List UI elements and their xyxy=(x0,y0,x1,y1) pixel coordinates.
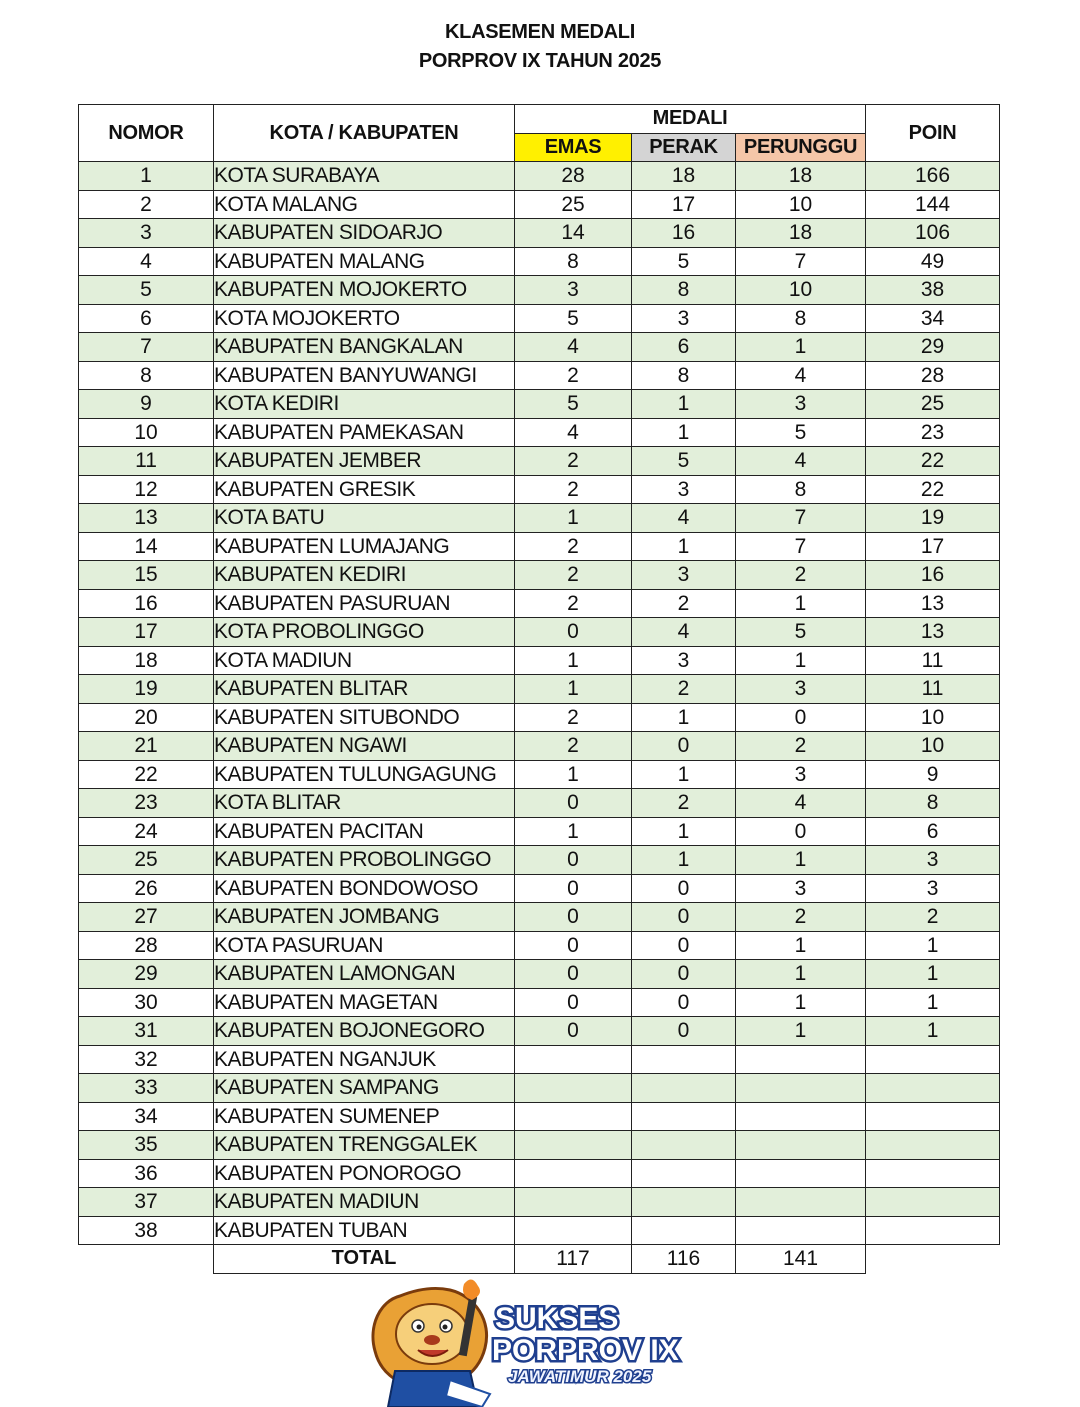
cell-perunggu: 18 xyxy=(736,219,866,248)
table-row xyxy=(79,760,1000,789)
cell-emas: 1 xyxy=(515,646,632,675)
cell-nomor: 1 xyxy=(79,162,214,191)
cell-poin xyxy=(866,1188,1000,1217)
cell-perak: 3 xyxy=(632,646,736,675)
cell-kota-kabupaten: KOTA BLITAR xyxy=(214,789,515,818)
cell-emas: 0 xyxy=(515,874,632,903)
cell-emas: 2 xyxy=(515,447,632,476)
cell-emas: 14 xyxy=(515,219,632,248)
cell-poin: 9 xyxy=(866,760,1000,789)
cell-poin: 10 xyxy=(866,703,1000,732)
cell-nomor: 26 xyxy=(79,874,214,903)
cell-emas: 25 xyxy=(515,190,632,219)
table-header xyxy=(79,105,1000,162)
cell-perunggu: 18 xyxy=(736,162,866,191)
cell-kota-kabupaten: KABUPATEN TUBAN xyxy=(214,1216,515,1245)
total-row xyxy=(79,1245,1000,1274)
cell-kota-kabupaten: KABUPATEN BANYUWANGI xyxy=(214,361,515,390)
cell-emas: 2 xyxy=(515,732,632,761)
cell-emas: 2 xyxy=(515,532,632,561)
cell-kota-kabupaten: KABUPATEN GRESIK xyxy=(214,475,515,504)
cell-perak: 5 xyxy=(632,247,736,276)
header-kota-kabupaten: KOTA / KABUPATEN xyxy=(214,105,515,162)
cell-poin: 8 xyxy=(866,789,1000,818)
cell-kota-kabupaten: KOTA PROBOLINGGO xyxy=(214,618,515,647)
cell-kota-kabupaten: KOTA SURABAYA xyxy=(214,162,515,191)
cell-perunggu xyxy=(736,1074,866,1103)
table-row xyxy=(79,219,1000,248)
table-row xyxy=(79,304,1000,333)
cell-kota-kabupaten: KABUPATEN BLITAR xyxy=(214,675,515,704)
cell-perak: 2 xyxy=(632,589,736,618)
cell-nomor: 6 xyxy=(79,304,214,333)
cell-perak: 1 xyxy=(632,532,736,561)
cell-kota-kabupaten: KABUPATEN MADIUN xyxy=(214,1188,515,1217)
cell-nomor: 31 xyxy=(79,1017,214,1046)
header-nomor: NOMOR xyxy=(79,105,214,162)
cell-nomor: 3 xyxy=(79,219,214,248)
cell-perunggu: 1 xyxy=(736,333,866,362)
table-row xyxy=(79,276,1000,305)
cell-nomor: 5 xyxy=(79,276,214,305)
cell-nomor: 18 xyxy=(79,646,214,675)
table-row xyxy=(79,988,1000,1017)
cell-emas: 5 xyxy=(515,390,632,419)
cell-poin: 2 xyxy=(866,903,1000,932)
cell-poin: 11 xyxy=(866,675,1000,704)
cell-kota-kabupaten: KABUPATEN JOMBANG xyxy=(214,903,515,932)
cell-poin: 19 xyxy=(866,504,1000,533)
cell-emas: 0 xyxy=(515,1017,632,1046)
cell-nomor: 37 xyxy=(79,1188,214,1217)
cell-emas: 28 xyxy=(515,162,632,191)
cell-nomor: 19 xyxy=(79,675,214,704)
cell-poin: 3 xyxy=(866,874,1000,903)
cell-perunggu: 4 xyxy=(736,447,866,476)
total-blank-cell xyxy=(79,1245,214,1274)
cell-emas: 0 xyxy=(515,618,632,647)
table-row xyxy=(79,789,1000,818)
header-poin: POIN xyxy=(866,105,1000,162)
cell-emas xyxy=(515,1131,632,1160)
cell-perak: 0 xyxy=(632,732,736,761)
cell-poin xyxy=(866,1074,1000,1103)
cell-kota-kabupaten: KABUPATEN PONOROGO xyxy=(214,1159,515,1188)
cell-kota-kabupaten: KABUPATEN JEMBER xyxy=(214,447,515,476)
cell-perak: 8 xyxy=(632,361,736,390)
table-row xyxy=(79,1074,1000,1103)
cell-poin: 10 xyxy=(866,732,1000,761)
cell-poin: 28 xyxy=(866,361,1000,390)
cell-nomor: 13 xyxy=(79,504,214,533)
cell-perak: 0 xyxy=(632,988,736,1017)
cell-emas: 2 xyxy=(515,361,632,390)
cell-nomor: 38 xyxy=(79,1216,214,1245)
table-row xyxy=(79,1131,1000,1160)
table-row xyxy=(79,1017,1000,1046)
cell-emas: 2 xyxy=(515,561,632,590)
cell-perunggu: 3 xyxy=(736,874,866,903)
cell-poin: 38 xyxy=(866,276,1000,305)
table-row xyxy=(79,1216,1000,1245)
cell-poin: 23 xyxy=(866,418,1000,447)
cell-emas: 4 xyxy=(515,333,632,362)
cell-kota-kabupaten: KOTA KEDIRI xyxy=(214,390,515,419)
cell-poin xyxy=(866,1131,1000,1160)
header-perunggu: PERUNGGU xyxy=(736,133,866,162)
table-row xyxy=(79,846,1000,875)
cell-perak: 1 xyxy=(632,418,736,447)
cell-perunggu: 7 xyxy=(736,504,866,533)
cell-emas xyxy=(515,1102,632,1131)
total-label: TOTAL xyxy=(214,1245,515,1274)
table-row xyxy=(79,589,1000,618)
cell-perak: 2 xyxy=(632,789,736,818)
cell-emas: 0 xyxy=(515,846,632,875)
table-row xyxy=(79,1102,1000,1131)
cell-kota-kabupaten: KOTA MADIUN xyxy=(214,646,515,675)
cell-emas: 1 xyxy=(515,760,632,789)
cell-poin xyxy=(866,1045,1000,1074)
cell-perunggu xyxy=(736,1159,866,1188)
cell-poin: 1 xyxy=(866,960,1000,989)
cell-perak: 4 xyxy=(632,504,736,533)
cell-perunggu: 2 xyxy=(736,732,866,761)
cell-perunggu: 4 xyxy=(736,789,866,818)
cell-kota-kabupaten: KABUPATEN SAMPANG xyxy=(214,1074,515,1103)
cell-kota-kabupaten: KABUPATEN LUMAJANG xyxy=(214,532,515,561)
table-row xyxy=(79,732,1000,761)
table-row xyxy=(79,817,1000,846)
table-row xyxy=(79,646,1000,675)
cell-nomor: 12 xyxy=(79,475,214,504)
cell-perak: 6 xyxy=(632,333,736,362)
cell-kota-kabupaten: KABUPATEN NGAWI xyxy=(214,732,515,761)
cell-nomor: 22 xyxy=(79,760,214,789)
cell-perak: 0 xyxy=(632,1017,736,1046)
cell-perunggu: 1 xyxy=(736,931,866,960)
logo-line-3: JAWATIMUR 2025 xyxy=(508,1367,652,1386)
cell-nomor: 35 xyxy=(79,1131,214,1160)
cell-perak xyxy=(632,1074,736,1103)
table-row xyxy=(79,931,1000,960)
cell-poin: 1 xyxy=(866,988,1000,1017)
cell-nomor: 16 xyxy=(79,589,214,618)
cell-nomor: 28 xyxy=(79,931,214,960)
title-line-2: PORPROV IX TAHUN 2025 xyxy=(418,50,662,72)
cell-nomor: 14 xyxy=(79,532,214,561)
table-row xyxy=(79,390,1000,419)
total-perunggu: 141 xyxy=(736,1245,866,1274)
cell-perak: 1 xyxy=(632,390,736,419)
cell-kota-kabupaten: KABUPATEN MOJOKERTO xyxy=(214,276,515,305)
cell-perunggu: 10 xyxy=(736,190,866,219)
cell-nomor: 7 xyxy=(79,333,214,362)
cell-poin: 106 xyxy=(866,219,1000,248)
cell-nomor: 34 xyxy=(79,1102,214,1131)
cell-nomor: 20 xyxy=(79,703,214,732)
cell-emas: 8 xyxy=(515,247,632,276)
cell-emas xyxy=(515,1045,632,1074)
table-row xyxy=(79,561,1000,590)
cell-nomor: 8 xyxy=(79,361,214,390)
cell-poin: 3 xyxy=(866,846,1000,875)
cell-kota-kabupaten: KOTA BATU xyxy=(214,504,515,533)
cell-emas: 0 xyxy=(515,988,632,1017)
table-row xyxy=(79,418,1000,447)
cell-poin: 11 xyxy=(866,646,1000,675)
cell-emas: 2 xyxy=(515,589,632,618)
cell-perak xyxy=(632,1159,736,1188)
cell-perak: 3 xyxy=(632,475,736,504)
cell-perak: 0 xyxy=(632,960,736,989)
table-row xyxy=(79,618,1000,647)
cell-poin: 1 xyxy=(866,931,1000,960)
cell-kota-kabupaten: KABUPATEN MAGETAN xyxy=(214,988,515,1017)
cell-nomor: 11 xyxy=(79,447,214,476)
cell-perak: 16 xyxy=(632,219,736,248)
cell-perak: 3 xyxy=(632,561,736,590)
cell-emas xyxy=(515,1216,632,1245)
cell-perunggu xyxy=(736,1188,866,1217)
lion-mascot-icon xyxy=(373,1279,490,1407)
medal-standings-table xyxy=(78,104,1000,1274)
cell-emas: 3 xyxy=(515,276,632,305)
cell-poin: 22 xyxy=(866,475,1000,504)
table-row xyxy=(79,247,1000,276)
cell-kota-kabupaten: KABUPATEN SITUBONDO xyxy=(214,703,515,732)
cell-perak xyxy=(632,1216,736,1245)
cell-perunggu xyxy=(736,1045,866,1074)
cell-poin: 1 xyxy=(866,1017,1000,1046)
logo-line-2: PORPROV IX xyxy=(492,1334,679,1367)
cell-perunggu: 5 xyxy=(736,618,866,647)
cell-perunggu: 0 xyxy=(736,817,866,846)
header-medali: MEDALI xyxy=(515,105,866,134)
cell-perunggu xyxy=(736,1216,866,1245)
cell-emas: 0 xyxy=(515,789,632,818)
cell-perunggu: 10 xyxy=(736,276,866,305)
table-row xyxy=(79,903,1000,932)
cell-poin: 17 xyxy=(866,532,1000,561)
cell-kota-kabupaten: KABUPATEN PACITAN xyxy=(214,817,515,846)
cell-emas: 2 xyxy=(515,475,632,504)
cell-perak: 8 xyxy=(632,276,736,305)
table-row xyxy=(79,874,1000,903)
cell-nomor: 15 xyxy=(79,561,214,590)
cell-poin xyxy=(866,1102,1000,1131)
cell-kota-kabupaten: KABUPATEN SUMENEP xyxy=(214,1102,515,1131)
table-row xyxy=(79,532,1000,561)
cell-emas: 5 xyxy=(515,304,632,333)
cell-poin: 49 xyxy=(866,247,1000,276)
cell-perunggu: 3 xyxy=(736,390,866,419)
cell-poin: 34 xyxy=(866,304,1000,333)
cell-perunggu: 8 xyxy=(736,304,866,333)
cell-kota-kabupaten: KOTA MOJOKERTO xyxy=(214,304,515,333)
cell-perak xyxy=(632,1045,736,1074)
cell-nomor: 4 xyxy=(79,247,214,276)
cell-nomor: 21 xyxy=(79,732,214,761)
cell-kota-kabupaten: KABUPATEN TRENGGALEK xyxy=(214,1131,515,1160)
cell-emas: 2 xyxy=(515,703,632,732)
cell-poin xyxy=(866,1159,1000,1188)
cell-perunggu xyxy=(736,1102,866,1131)
cell-kota-kabupaten: KABUPATEN BANGKALAN xyxy=(214,333,515,362)
cell-perunggu: 8 xyxy=(736,475,866,504)
cell-poin: 25 xyxy=(866,390,1000,419)
cell-nomor: 10 xyxy=(79,418,214,447)
table-row xyxy=(79,1045,1000,1074)
cell-perak: 1 xyxy=(632,846,736,875)
cell-perunggu: 1 xyxy=(736,1017,866,1046)
table-row xyxy=(79,447,1000,476)
cell-perunggu: 1 xyxy=(736,846,866,875)
cell-emas xyxy=(515,1188,632,1217)
cell-kota-kabupaten: KABUPATEN BOJONEGORO xyxy=(214,1017,515,1046)
cell-emas xyxy=(515,1074,632,1103)
cell-kota-kabupaten: KABUPATEN TULUNGAGUNG xyxy=(214,760,515,789)
cell-perunggu: 1 xyxy=(736,646,866,675)
cell-perunggu: 4 xyxy=(736,361,866,390)
cell-perunggu: 1 xyxy=(736,589,866,618)
table-row xyxy=(79,333,1000,362)
cell-perak: 0 xyxy=(632,903,736,932)
cell-emas: 1 xyxy=(515,504,632,533)
table-row xyxy=(79,1188,1000,1217)
cell-perunggu: 1 xyxy=(736,988,866,1017)
cell-poin xyxy=(866,1216,1000,1245)
cell-perak xyxy=(632,1131,736,1160)
table-row xyxy=(79,703,1000,732)
table-row xyxy=(79,960,1000,989)
header-emas: EMAS xyxy=(515,133,632,162)
cell-poin: 16 xyxy=(866,561,1000,590)
cell-emas: 1 xyxy=(515,675,632,704)
cell-nomor: 23 xyxy=(79,789,214,818)
cell-kota-kabupaten: KABUPATEN PROBOLINGGO xyxy=(214,846,515,875)
table-body xyxy=(79,162,1000,1245)
table-row xyxy=(79,475,1000,504)
cell-nomor: 29 xyxy=(79,960,214,989)
cell-emas: 1 xyxy=(515,817,632,846)
cell-perak: 18 xyxy=(632,162,736,191)
table-row xyxy=(79,190,1000,219)
cell-nomor: 2 xyxy=(79,190,214,219)
total-emas: 117 xyxy=(515,1245,632,1274)
cell-poin: 6 xyxy=(866,817,1000,846)
porprov-logo xyxy=(360,1276,700,1407)
cell-emas: 0 xyxy=(515,960,632,989)
cell-kota-kabupaten: KOTA MALANG xyxy=(214,190,515,219)
cell-emas xyxy=(515,1159,632,1188)
title-line-1: KLASEMEN MEDALI xyxy=(445,21,635,43)
table-row xyxy=(79,162,1000,191)
cell-nomor: 32 xyxy=(79,1045,214,1074)
cell-perak: 17 xyxy=(632,190,736,219)
cell-perak: 5 xyxy=(632,447,736,476)
cell-kota-kabupaten: KABUPATEN BONDOWOSO xyxy=(214,874,515,903)
cell-perunggu: 7 xyxy=(736,247,866,276)
header-perak: PERAK xyxy=(632,133,736,162)
cell-nomor: 25 xyxy=(79,846,214,875)
total-blank-cell xyxy=(866,1245,1000,1274)
cell-perak xyxy=(632,1188,736,1217)
cell-perunggu xyxy=(736,1131,866,1160)
table-row xyxy=(79,675,1000,704)
cell-kota-kabupaten: KABUPATEN PASURUAN xyxy=(214,589,515,618)
cell-nomor: 33 xyxy=(79,1074,214,1103)
cell-poin: 29 xyxy=(866,333,1000,362)
cell-poin: 13 xyxy=(866,589,1000,618)
cell-perak: 0 xyxy=(632,931,736,960)
table-row xyxy=(79,1159,1000,1188)
cell-perunggu: 3 xyxy=(736,760,866,789)
document-title xyxy=(0,18,1080,76)
cell-nomor: 17 xyxy=(79,618,214,647)
table-row xyxy=(79,504,1000,533)
cell-nomor: 24 xyxy=(79,817,214,846)
cell-emas: 4 xyxy=(515,418,632,447)
cell-poin: 22 xyxy=(866,447,1000,476)
cell-perunggu: 1 xyxy=(736,960,866,989)
cell-nomor: 36 xyxy=(79,1159,214,1188)
cell-perak: 4 xyxy=(632,618,736,647)
cell-perak: 3 xyxy=(632,304,736,333)
cell-perak xyxy=(632,1102,736,1131)
cell-nomor: 30 xyxy=(79,988,214,1017)
cell-perunggu: 0 xyxy=(736,703,866,732)
cell-perunggu: 7 xyxy=(736,532,866,561)
cell-perak: 2 xyxy=(632,675,736,704)
cell-kota-kabupaten: KABUPATEN NGANJUK xyxy=(214,1045,515,1074)
cell-nomor: 27 xyxy=(79,903,214,932)
cell-perak: 1 xyxy=(632,817,736,846)
cell-perak: 1 xyxy=(632,760,736,789)
cell-perunggu: 5 xyxy=(736,418,866,447)
cell-poin: 166 xyxy=(866,162,1000,191)
cell-kota-kabupaten: KABUPATEN LAMONGAN xyxy=(214,960,515,989)
cell-poin: 13 xyxy=(866,618,1000,647)
cell-kota-kabupaten: KABUPATEN KEDIRI xyxy=(214,561,515,590)
cell-kota-kabupaten: KABUPATEN MALANG xyxy=(214,247,515,276)
cell-perunggu: 3 xyxy=(736,675,866,704)
cell-kota-kabupaten: KABUPATEN SIDOARJO xyxy=(214,219,515,248)
cell-perak: 0 xyxy=(632,874,736,903)
cell-perunggu: 2 xyxy=(736,903,866,932)
cell-kota-kabupaten: KABUPATEN PAMEKASAN xyxy=(214,418,515,447)
cell-nomor: 9 xyxy=(79,390,214,419)
cell-poin: 144 xyxy=(866,190,1000,219)
total-perak: 116 xyxy=(632,1245,736,1274)
table-row xyxy=(79,361,1000,390)
cell-emas: 0 xyxy=(515,903,632,932)
cell-perak: 1 xyxy=(632,703,736,732)
cell-kota-kabupaten: KOTA PASURUAN xyxy=(214,931,515,960)
logo-line-1: SUKSES xyxy=(495,1302,619,1335)
cell-perunggu: 2 xyxy=(736,561,866,590)
cell-emas: 0 xyxy=(515,931,632,960)
